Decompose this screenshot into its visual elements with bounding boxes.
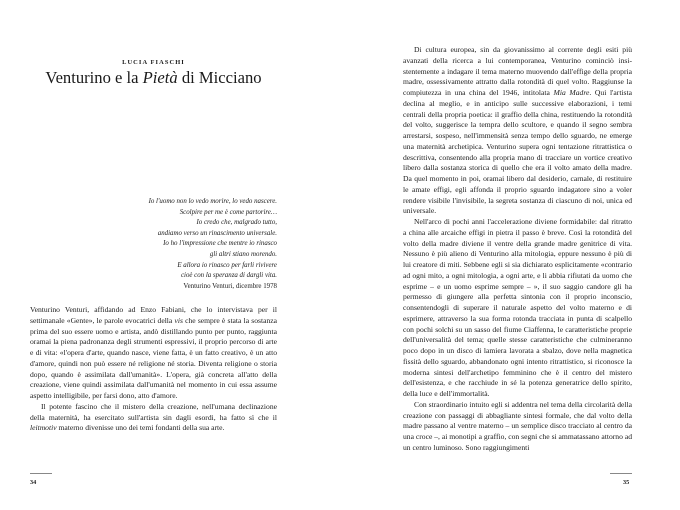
right-page <box>340 0 680 510</box>
epigraph-signature: Venturino Venturi, dicembre 1978 <box>183 282 277 290</box>
epigraph-line: E allora io rinasco per farli rivivere <box>177 261 277 269</box>
paragraph <box>403 400 632 454</box>
epigraph-line: andiamo verso un rinascimento universale. <box>157 229 277 237</box>
italic-run: Mia Madre <box>553 88 590 97</box>
text-run: Nell'arco di pochi anni l'accelerazione diviene formidabile: dal ritratto a china alle arcaiche effigi in pietra il passo è breve. Così la rotondità del volto della madre diviene il ventre della grande madre genitrice di vita. Nessuno è più alieno di Venturino alla mitologia, eppure nessuno è più di lui creatore di miti. Sebbene egli si sia dichiarato esplicitamente «contrario ad ogni mito, a ogni mitologia, a ogni arte, e li abbia rifiutati da uomo che esprime – e un uomo esprime sempre – », il suo saggio candore gli ha permesso di giungere alla perfetta sintonia con il proprio inconscio, consentendogli di superare il naturale aspetto del volto materno e di esprimere, attraverso la sua forma rotonda tracciata in punta di scalpello con pochi solchi su un sasso del fiume Ciaffenna, le caratteristiche proprie dell'universalità del tema; quelle stesse caratteristiche che culmineranno poco dopo in un disco di lamiera lavorata a sbalzo, dove nella magnetica fissità dello sguardo, abbandonato ogni intento ritrattistico, si riconosce la moderna sintesi dell'archetipo femminino che è il centro del mistero dell'esistenza, e che racchiude in sé la potenza generatrice dello spirito, della luce e dell'immortalità. <box>403 217 632 398</box>
body-text <box>403 45 632 454</box>
epigraph-line: Io ho l'impressione che mentre io rinasco <box>163 240 277 248</box>
text-run: Di cultura europea, sin da giovanissimo al corrente degli esiti più avanzati della ricerca a lui contemporanea, Venturino cominciò insistentemente a indagare il tema materno muovendo dall'effige della propria madre, ossessivamente attratto dalla rotondità di quel volto. Raggiunse la compiutezza in una china del 1946, intitolata <box>403 45 632 97</box>
text-run: materno divenisse uno dei temi fondanti della sua arte. <box>56 423 225 433</box>
paragraph <box>30 305 277 402</box>
paragraph <box>30 402 277 434</box>
text-run: Venturino Venturi, affidando ad Enzo Fabiani, che lo intervistava per il settimanale «Gente», le parole evocatrici della <box>30 305 277 325</box>
title-italic: Pietà <box>142 68 178 87</box>
epigraph-line: gli altri stiano morendo. <box>209 250 277 258</box>
body-text <box>30 305 277 434</box>
epigraph-line: cioè con la speranza di dargli vita. <box>180 272 277 280</box>
text-run: Con straordinario intuito egli si addentra nel tema della circolarità della creazione con passaggi di abbagliante sintesi formale, che dal volto della madre passano al ventre materno – un semplice disco tracciato al centro da una croce –, ai monotipi a graffio, con segni che si ammatassano attorno ad un centro luminoso. Sono raggiungimenti <box>403 399 632 452</box>
title-text: Venturino e la <box>45 68 143 87</box>
article-title <box>30 68 277 88</box>
text-run: . Qui l'artista declina al meglio, e in anticipo sulle successive elaborazioni, i temi centrali della propria poetica: il graffio della china, restituendo la rotondità del volto, suggerisce la tempra dello scultore, e quando il segno sembra arrestarsi, sospeso, nell'immensità senza tempo dello sguardo, ne emerge una maternità archetipica. Venturino supera ogni tentazione ritrattistica o descrittiva, consentendo alla propria mano di tracciare un vortice creativo libero dalla sostanza storica di quello che era il volto amato della madre. Da quel momento in poi, oramai libero dal desiderio, carnale, di restituire le amate effigi, egli affonda il proprio sguardo indagatore sino a voler rendere visibile l'invisibile, la segreta sostanza di ciascuno di noi, unica ed universale. <box>403 88 632 216</box>
paragraph <box>403 45 632 217</box>
page-number: 34 <box>30 479 37 486</box>
page-number: 35 <box>623 479 630 486</box>
epigraph-line: Io credo che, malgrado tutto, <box>196 219 277 227</box>
epigraph-line: Io l'uomo non lo vedo morire, lo vedo nascere. <box>148 198 277 205</box>
text-run: Il potente fascino che il mistero della creazione, nell'umana declinazione della maternità, ha esercitato sull'artista sin dagli esordi, ha fatto sì che il <box>30 401 277 422</box>
title-text: di Micciano <box>177 68 262 87</box>
italic-run: leitmotiv <box>30 423 57 433</box>
article-author: LUCIA FIASCHI <box>122 59 185 66</box>
folio-rule <box>30 473 52 474</box>
text-run: che sempre è stata la sostanza prima del suo essere uomo e artista, andò distillando punto per punto, raggiunta oramai la piena padronanza degli strumenti espressivi, il proprio percorso di arte e di vita: «l'opera d'arte, quando nasce, viene fatta, è un fatto creativo, è un atto d'amore, quindi non può essere né religione né storia. Diventa religione o storia dopo, quando è assimilata dall'umanità». L'opera, già concreta all'atto della creazione, viene quindi assimilata dall'umanità nel momento in cui essa assume aspetto intelligibile, per farsi dono, atto d'amore. <box>30 315 277 400</box>
epigraph-line: Scolpire per me è come partorire… <box>179 208 277 216</box>
paragraph <box>403 217 632 400</box>
folio-rule <box>610 473 632 474</box>
italic-run: vis <box>174 315 183 325</box>
epigraph <box>100 197 277 292</box>
